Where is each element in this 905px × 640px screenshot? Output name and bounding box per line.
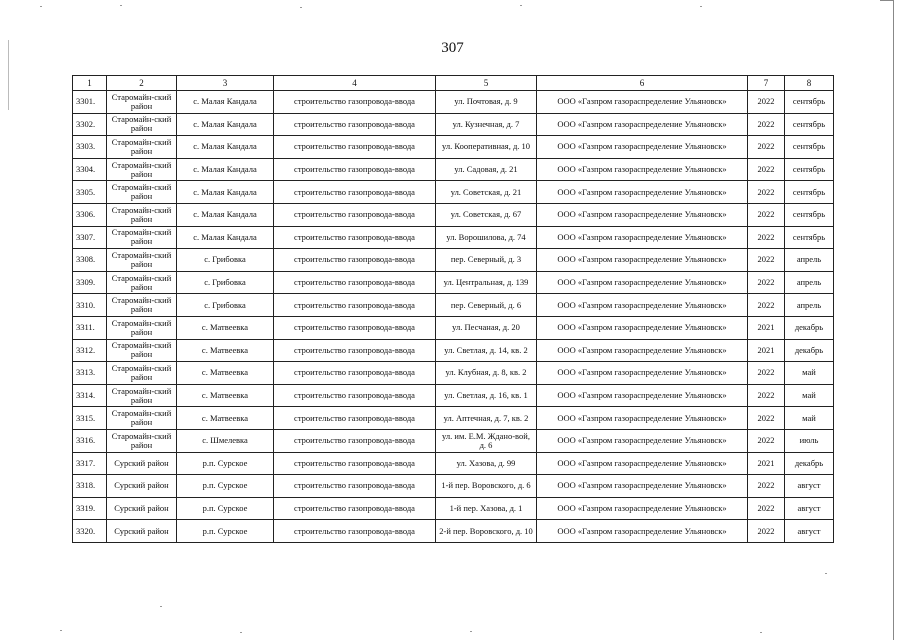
table-row (73, 203, 834, 226)
year-cell: 2022 (748, 497, 785, 520)
work-type-cell: строительство газопровода-ввода (274, 407, 436, 430)
address-cell: ул. Центральная, д. 139 (436, 271, 537, 294)
year-cell: 2022 (748, 475, 785, 498)
organization-cell: ООО «Газпром газораспределение Ульяновск» (537, 520, 748, 543)
settlement-cell: с. Матвеевка (177, 339, 274, 362)
work-type-cell: строительство газопровода-ввода (274, 203, 436, 226)
settlement-cell: с. Малая Кандала (177, 158, 274, 181)
address-cell: ул. Садовая, д. 21 (436, 158, 537, 181)
month-cell: сентябрь (785, 113, 834, 136)
address-cell: ул. Советская, д. 21 (436, 181, 537, 204)
address-cell: ул. Кооперативная, д. 10 (436, 136, 537, 159)
district-cell: Старомайн-ский район (107, 407, 177, 430)
row-number: 3306. (73, 203, 107, 226)
address-cell: ул. Аптечная, д. 7, кв. 2 (436, 407, 537, 430)
district-cell: Старомайн-ский район (107, 362, 177, 385)
row-number: 3315. (73, 407, 107, 430)
month-cell: сентябрь (785, 136, 834, 159)
scan-speck (120, 5, 122, 6)
row-number: 3318. (73, 475, 107, 498)
month-cell: май (785, 407, 834, 430)
page-number: 307 (441, 40, 464, 56)
year-cell: 2022 (748, 136, 785, 159)
table-row (73, 113, 834, 136)
district-cell: Старомайн-ский район (107, 316, 177, 339)
organization-cell: ООО «Газпром газораспределение Ульяновск» (537, 226, 748, 249)
year-cell: 2022 (748, 203, 785, 226)
table-row (73, 452, 834, 475)
work-type-cell: строительство газопровода-ввода (274, 271, 436, 294)
work-type-cell: строительство газопровода-ввода (274, 520, 436, 543)
address-cell: ул. Светлая, д. 14, кв. 2 (436, 339, 537, 362)
address-cell: ул. Советская, д. 67 (436, 203, 537, 226)
row-number: 3313. (73, 362, 107, 385)
settlement-cell: с. Малая Кандала (177, 91, 274, 114)
month-cell: август (785, 475, 834, 498)
address-cell: ул. Клубная, д. 8, кв. 2 (436, 362, 537, 385)
organization-cell: ООО «Газпром газораспределение Ульяновск» (537, 271, 748, 294)
row-number: 3308. (73, 249, 107, 272)
work-type-cell: строительство газопровода-ввода (274, 113, 436, 136)
work-type-cell: строительство газопровода-ввода (274, 452, 436, 475)
table-row (73, 339, 834, 362)
organization-cell: ООО «Газпром газораспределение Ульяновск» (537, 429, 748, 452)
table-row (73, 226, 834, 249)
address-cell: ул. Светлая, д. 16, кв. 1 (436, 384, 537, 407)
address-cell: ул. Хазова, д. 99 (436, 452, 537, 475)
scan-edge-right (893, 0, 894, 640)
district-cell: Старомайн-ский район (107, 429, 177, 452)
settlement-cell: с. Грибовка (177, 249, 274, 272)
address-cell: 2-й пер. Воровского, д. 10 (436, 520, 537, 543)
scan-speck (470, 631, 472, 632)
month-cell: апрель (785, 294, 834, 317)
month-cell: декабрь (785, 339, 834, 362)
table-row (73, 520, 834, 543)
organization-cell: ООО «Газпром газораспределение Ульяновск» (537, 158, 748, 181)
scan-speck (825, 573, 827, 574)
year-cell: 2022 (748, 384, 785, 407)
organization-cell: ООО «Газпром газораспределение Ульяновск» (537, 113, 748, 136)
scan-speck (700, 6, 702, 7)
row-number: 3320. (73, 520, 107, 543)
district-cell: Старомайн-ский район (107, 136, 177, 159)
work-type-cell: строительство газопровода-ввода (274, 226, 436, 249)
district-cell: Сурский район (107, 475, 177, 498)
row-number: 3317. (73, 452, 107, 475)
address-cell: ул. Кузнечная, д. 7 (436, 113, 537, 136)
settlement-cell: с. Малая Кандала (177, 203, 274, 226)
table-row (73, 91, 834, 114)
month-cell: сентябрь (785, 226, 834, 249)
address-cell: ул. Ворошилова, д. 74 (436, 226, 537, 249)
work-type-cell: строительство газопровода-ввода (274, 384, 436, 407)
year-cell: 2022 (748, 520, 785, 543)
organization-cell: ООО «Газпром газораспределение Ульяновск» (537, 407, 748, 430)
scan-speck (160, 606, 162, 607)
row-number: 3319. (73, 497, 107, 520)
row-number: 3302. (73, 113, 107, 136)
organization-cell: ООО «Газпром газораспределение Ульяновск» (537, 203, 748, 226)
column-number: 1 (73, 76, 107, 91)
month-cell: сентябрь (785, 158, 834, 181)
table-row (73, 316, 834, 339)
row-number: 3310. (73, 294, 107, 317)
table-row (73, 294, 834, 317)
year-cell: 2022 (748, 294, 785, 317)
table-row (73, 181, 834, 204)
settlement-cell: р.п. Сурское (177, 520, 274, 543)
district-cell: Старомайн-ский район (107, 181, 177, 204)
address-cell: 1-й пер. Хазова, д. 1 (436, 497, 537, 520)
work-type-cell: строительство газопровода-ввода (274, 339, 436, 362)
district-cell: Старомайн-ский район (107, 271, 177, 294)
year-cell: 2022 (748, 429, 785, 452)
work-type-cell: строительство газопровода-ввода (274, 316, 436, 339)
table-body (73, 76, 834, 543)
address-cell: 1-й пер. Воровского, д. 6 (436, 475, 537, 498)
organization-cell: ООО «Газпром газораспределение Ульяновск» (537, 497, 748, 520)
table-row (73, 158, 834, 181)
district-cell: Старомайн-ский район (107, 249, 177, 272)
year-cell: 2021 (748, 339, 785, 362)
scan-speck (40, 6, 42, 7)
year-cell: 2021 (748, 452, 785, 475)
month-cell: сентябрь (785, 203, 834, 226)
settlement-cell: с. Грибовка (177, 294, 274, 317)
month-cell: декабрь (785, 452, 834, 475)
table-row (73, 249, 834, 272)
scan-speck (60, 630, 62, 631)
gas-pipeline-register-table (72, 75, 834, 543)
year-cell: 2022 (748, 158, 785, 181)
month-cell: август (785, 520, 834, 543)
work-type-cell: строительство газопровода-ввода (274, 294, 436, 317)
district-cell: Старомайн-ский район (107, 384, 177, 407)
column-number: 3 (177, 76, 274, 91)
address-cell: ул. им. Е.М. Ждано-вой, д. 6 (436, 429, 537, 452)
organization-cell: ООО «Газпром газораспределение Ульяновск» (537, 384, 748, 407)
row-number: 3305. (73, 181, 107, 204)
row-number: 3312. (73, 339, 107, 362)
table-row (73, 407, 834, 430)
year-cell: 2021 (748, 316, 785, 339)
row-number: 3316. (73, 429, 107, 452)
table-row (73, 271, 834, 294)
scan-speck (760, 632, 762, 633)
table-row (73, 362, 834, 385)
row-number: 3309. (73, 271, 107, 294)
district-cell: Старомайн-ский район (107, 113, 177, 136)
month-cell: декабрь (785, 316, 834, 339)
settlement-cell: с. Малая Кандала (177, 181, 274, 204)
work-type-cell: строительство газопровода-ввода (274, 158, 436, 181)
work-type-cell: строительство газопровода-ввода (274, 181, 436, 204)
district-cell: Старомайн-ский район (107, 226, 177, 249)
row-number: 3314. (73, 384, 107, 407)
work-type-cell: строительство газопровода-ввода (274, 497, 436, 520)
address-cell: пер. Северный, д. 3 (436, 249, 537, 272)
settlement-cell: с. Малая Кандала (177, 226, 274, 249)
district-cell: Старомайн-ский район (107, 203, 177, 226)
district-cell: Сурский район (107, 497, 177, 520)
row-number: 3307. (73, 226, 107, 249)
organization-cell: ООО «Газпром газораспределение Ульяновск» (537, 475, 748, 498)
column-number-row (73, 76, 834, 91)
table-row (73, 475, 834, 498)
year-cell: 2022 (748, 362, 785, 385)
year-cell: 2022 (748, 249, 785, 272)
district-cell: Старомайн-ский район (107, 91, 177, 114)
row-number: 3303. (73, 136, 107, 159)
scan-speck (300, 7, 302, 8)
month-cell: апрель (785, 249, 834, 272)
work-type-cell: строительство газопровода-ввода (274, 136, 436, 159)
column-number: 5 (436, 76, 537, 91)
settlement-cell: с. Грибовка (177, 271, 274, 294)
settlement-cell: с. Матвеевка (177, 362, 274, 385)
district-cell: Старомайн-ский район (107, 339, 177, 362)
table-row (73, 497, 834, 520)
scan-edge-top-right (880, 0, 894, 1)
year-cell: 2022 (748, 407, 785, 430)
table-row (73, 136, 834, 159)
organization-cell: ООО «Газпром газораспределение Ульяновск» (537, 249, 748, 272)
month-cell: апрель (785, 271, 834, 294)
address-cell: ул. Почтовая, д. 9 (436, 91, 537, 114)
column-number: 6 (537, 76, 748, 91)
year-cell: 2022 (748, 271, 785, 294)
settlement-cell: с. Матвеевка (177, 407, 274, 430)
scan-speck (520, 5, 522, 6)
row-number: 3311. (73, 316, 107, 339)
settlement-cell: с. Матвеевка (177, 316, 274, 339)
settlement-cell: с. Малая Кандала (177, 136, 274, 159)
year-cell: 2022 (748, 113, 785, 136)
row-number: 3304. (73, 158, 107, 181)
month-cell: июль (785, 429, 834, 452)
month-cell: сентябрь (785, 91, 834, 114)
address-cell: пер. Северный, д. 6 (436, 294, 537, 317)
address-cell: ул. Песчаная, д. 20 (436, 316, 537, 339)
column-number: 8 (785, 76, 834, 91)
month-cell: май (785, 362, 834, 385)
year-cell: 2022 (748, 181, 785, 204)
district-cell: Старомайн-ский район (107, 158, 177, 181)
month-cell: сентябрь (785, 181, 834, 204)
column-number: 2 (107, 76, 177, 91)
organization-cell: ООО «Газпром газораспределение Ульяновск» (537, 452, 748, 475)
organization-cell: ООО «Газпром газораспределение Ульяновск» (537, 362, 748, 385)
month-cell: август (785, 497, 834, 520)
row-number: 3301. (73, 91, 107, 114)
district-cell: Сурский район (107, 452, 177, 475)
month-cell: май (785, 384, 834, 407)
year-cell: 2022 (748, 226, 785, 249)
district-cell: Старомайн-ский район (107, 294, 177, 317)
column-number: 7 (748, 76, 785, 91)
organization-cell: ООО «Газпром газораспределение Ульяновск» (537, 181, 748, 204)
work-type-cell: строительство газопровода-ввода (274, 249, 436, 272)
settlement-cell: р.п. Сурское (177, 452, 274, 475)
table-row (73, 429, 834, 452)
settlement-cell: р.п. Сурское (177, 497, 274, 520)
organization-cell: ООО «Газпром газораспределение Ульяновск» (537, 136, 748, 159)
table-row (73, 384, 834, 407)
organization-cell: ООО «Газпром газораспределение Ульяновск» (537, 316, 748, 339)
settlement-cell: с. Матвеевка (177, 384, 274, 407)
district-cell: Сурский район (107, 520, 177, 543)
organization-cell: ООО «Газпром газораспределение Ульяновск» (537, 339, 748, 362)
work-type-cell: строительство газопровода-ввода (274, 91, 436, 114)
settlement-cell: с. Малая Кандала (177, 113, 274, 136)
organization-cell: ООО «Газпром газораспределение Ульяновск» (537, 91, 748, 114)
settlement-cell: р.п. Сурское (177, 475, 274, 498)
work-type-cell: строительство газопровода-ввода (274, 475, 436, 498)
year-cell: 2022 (748, 91, 785, 114)
column-number: 4 (274, 76, 436, 91)
work-type-cell: строительство газопровода-ввода (274, 429, 436, 452)
work-type-cell: строительство газопровода-ввода (274, 362, 436, 385)
organization-cell: ООО «Газпром газораспределение Ульяновск» (537, 294, 748, 317)
settlement-cell: с. Шмелевка (177, 429, 274, 452)
scan-speck (240, 632, 242, 633)
